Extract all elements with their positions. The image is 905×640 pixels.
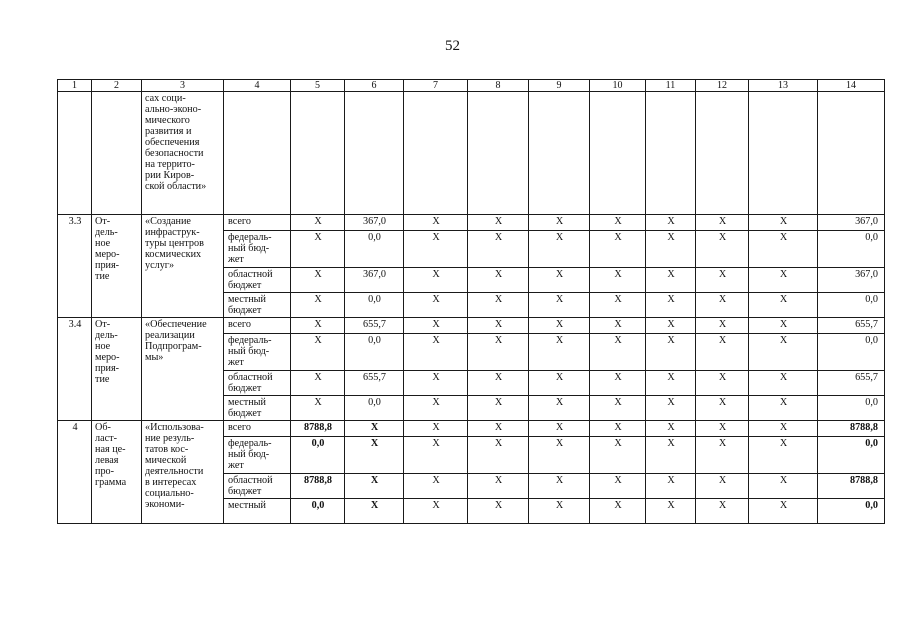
- cell-value: X: [590, 268, 646, 293]
- cell-value: X: [590, 334, 646, 371]
- cell-value: X: [749, 371, 818, 396]
- cell-source: местный: [224, 499, 291, 524]
- cell-source: федераль- ный бюд- жет: [224, 334, 291, 371]
- cell-value: X: [529, 421, 590, 437]
- cell-value: X: [404, 215, 468, 231]
- cell-value: X: [696, 437, 749, 474]
- cell-value: X: [468, 268, 529, 293]
- cell-value: X: [696, 334, 749, 371]
- cell-total: 0,0: [818, 334, 885, 371]
- cell-number: 3.3: [58, 215, 92, 318]
- cell-value: X: [749, 437, 818, 474]
- table-body: [58, 80, 885, 524]
- cell-value: X: [646, 437, 696, 474]
- cell-value: X: [468, 231, 529, 268]
- column-number-13: 13: [749, 80, 818, 92]
- cell-value: X: [404, 474, 468, 499]
- cell-status: [92, 92, 142, 215]
- cell-value: 0,0: [345, 396, 404, 421]
- cell-value: X: [646, 396, 696, 421]
- cell-value: X: [291, 371, 345, 396]
- cell-value: X: [404, 371, 468, 396]
- column-number-5: 5: [291, 80, 345, 92]
- cell-empty: [468, 92, 529, 215]
- cell-value: X: [404, 334, 468, 371]
- cell-value: X: [590, 371, 646, 396]
- cell-value: X: [529, 268, 590, 293]
- cell-value: X: [646, 421, 696, 437]
- cell-source: областной бюджет: [224, 268, 291, 293]
- cell-total: 0,0: [818, 499, 885, 524]
- cell-value: X: [646, 334, 696, 371]
- column-number-14: 14: [818, 80, 885, 92]
- cell-empty: [224, 92, 291, 215]
- cell-value: X: [529, 371, 590, 396]
- cell-value: X: [749, 293, 818, 318]
- cell-empty: [529, 92, 590, 215]
- cell-status: От- дель- ное меро- прия- тие: [92, 215, 142, 318]
- cell-total: 655,7: [818, 371, 885, 396]
- cell-value: X: [590, 421, 646, 437]
- cell-value: X: [646, 293, 696, 318]
- cell-value: X: [529, 474, 590, 499]
- cell-value: X: [749, 268, 818, 293]
- cell-name: «Обеспечение реализации Подпрограм- мы»: [142, 318, 224, 421]
- cell-value: X: [696, 268, 749, 293]
- cell-value: X: [696, 318, 749, 334]
- cell-value: X: [696, 215, 749, 231]
- column-number-8: 8: [468, 80, 529, 92]
- cell-value: X: [468, 371, 529, 396]
- cell-value: X: [291, 318, 345, 334]
- cell-value: 8788,8: [291, 421, 345, 437]
- cell-total: 8788,8: [818, 421, 885, 437]
- budget-table: [57, 79, 885, 524]
- column-number-12: 12: [696, 80, 749, 92]
- cell-value: X: [696, 421, 749, 437]
- column-number-1: 1: [58, 80, 92, 92]
- cell-value: X: [404, 231, 468, 268]
- cell-value: 655,7: [345, 371, 404, 396]
- cell-value: X: [529, 318, 590, 334]
- cell-value: X: [590, 293, 646, 318]
- cell-empty: [818, 92, 885, 215]
- cell-total: 0,0: [818, 396, 885, 421]
- cell-value: X: [404, 293, 468, 318]
- continuation-row: [58, 92, 885, 215]
- cell-value: X: [749, 318, 818, 334]
- column-number-3: 3: [142, 80, 224, 92]
- cell-total: 655,7: [818, 318, 885, 334]
- cell-value: X: [590, 231, 646, 268]
- cell-value: X: [529, 334, 590, 371]
- cell-empty: [646, 92, 696, 215]
- cell-total: 367,0: [818, 268, 885, 293]
- cell-value: 0,0: [291, 499, 345, 524]
- cell-source: областной бюджет: [224, 371, 291, 396]
- cell-value: X: [696, 499, 749, 524]
- page-number: 52: [445, 38, 460, 54]
- cell-value: X: [468, 334, 529, 371]
- cell-number: 4: [58, 421, 92, 524]
- cell-name: «Создание инфраструк- туры центров космических услуг»: [142, 215, 224, 318]
- cell-empty: [345, 92, 404, 215]
- cell-value: 655,7: [345, 318, 404, 334]
- cell-total: 8788,8: [818, 474, 885, 499]
- table-row: [58, 318, 885, 334]
- column-number-4: 4: [224, 80, 291, 92]
- cell-value: X: [646, 371, 696, 396]
- column-number-row: [58, 80, 885, 92]
- cell-value: X: [468, 396, 529, 421]
- cell-value: X: [468, 437, 529, 474]
- cell-value: X: [749, 215, 818, 231]
- cell-value: X: [646, 499, 696, 524]
- cell-value: X: [291, 215, 345, 231]
- cell-empty: [590, 92, 646, 215]
- cell-value: X: [696, 293, 749, 318]
- cell-value: X: [646, 215, 696, 231]
- column-number-2: 2: [92, 80, 142, 92]
- cell-total: 0,0: [818, 293, 885, 318]
- cell-value: X: [590, 396, 646, 421]
- cell-value: X: [529, 293, 590, 318]
- table-row: [58, 421, 885, 437]
- cell-value: 0,0: [345, 231, 404, 268]
- cell-value: X: [468, 293, 529, 318]
- cell-value: X: [749, 334, 818, 371]
- cell-value: X: [404, 268, 468, 293]
- cell-value: X: [590, 437, 646, 474]
- cell-value: X: [646, 318, 696, 334]
- cell-value: X: [646, 474, 696, 499]
- cell-number: [58, 92, 92, 215]
- cell-name: «Использова- ние резуль- татов кос- мической деятельности в интересах социально- экономи-: [142, 421, 224, 524]
- cell-empty: [404, 92, 468, 215]
- cell-source: всего: [224, 215, 291, 231]
- cell-empty: [749, 92, 818, 215]
- cell-value: X: [345, 421, 404, 437]
- cell-total: 0,0: [818, 437, 885, 474]
- cell-value: X: [404, 396, 468, 421]
- cell-value: 0,0: [345, 334, 404, 371]
- cell-value: 8788,8: [291, 474, 345, 499]
- column-number-10: 10: [590, 80, 646, 92]
- column-number-7: 7: [404, 80, 468, 92]
- cell-empty: [696, 92, 749, 215]
- cell-value: X: [646, 231, 696, 268]
- cell-value: X: [749, 499, 818, 524]
- cell-value: X: [749, 421, 818, 437]
- cell-total: 0,0: [818, 231, 885, 268]
- cell-value: X: [404, 499, 468, 524]
- cell-value: 0,0: [291, 437, 345, 474]
- cell-source: местный бюджет: [224, 396, 291, 421]
- cell-value: X: [345, 499, 404, 524]
- cell-value: 367,0: [345, 268, 404, 293]
- cell-value: X: [291, 396, 345, 421]
- cell-value: X: [590, 474, 646, 499]
- cell-value: X: [468, 499, 529, 524]
- cell-value: X: [404, 437, 468, 474]
- cell-value: X: [590, 215, 646, 231]
- cell-value: X: [529, 396, 590, 421]
- cell-value: X: [696, 371, 749, 396]
- cell-source: всего: [224, 318, 291, 334]
- cell-source: областной бюджет: [224, 474, 291, 499]
- column-number-11: 11: [646, 80, 696, 92]
- cell-value: X: [529, 437, 590, 474]
- cell-value: X: [345, 437, 404, 474]
- cell-source: местный бюджет: [224, 293, 291, 318]
- cell-status: Об- ласт- ная це- левая про- грамма: [92, 421, 142, 524]
- cell-value: X: [529, 231, 590, 268]
- cell-value: X: [404, 318, 468, 334]
- table-row: [58, 215, 885, 231]
- column-number-6: 6: [345, 80, 404, 92]
- cell-status: От- дель- ное меро- прия- тие: [92, 318, 142, 421]
- cell-value: X: [646, 268, 696, 293]
- cell-empty: [291, 92, 345, 215]
- cell-value: X: [590, 318, 646, 334]
- column-number-9: 9: [529, 80, 590, 92]
- cell-value: X: [291, 231, 345, 268]
- cell-value: X: [529, 215, 590, 231]
- cell-value: 367,0: [345, 215, 404, 231]
- cell-value: X: [749, 231, 818, 268]
- cell-value: X: [696, 396, 749, 421]
- cell-name: сах соци- ально-эконо- мического развития и обеспечения безопасности на террито- рии Киров- ской области»: [142, 92, 224, 215]
- cell-total: 367,0: [818, 215, 885, 231]
- cell-value: X: [468, 318, 529, 334]
- cell-value: X: [468, 421, 529, 437]
- cell-value: X: [529, 499, 590, 524]
- cell-value: X: [291, 293, 345, 318]
- cell-value: X: [291, 334, 345, 371]
- cell-value: X: [749, 474, 818, 499]
- cell-value: 0,0: [345, 293, 404, 318]
- cell-value: X: [404, 421, 468, 437]
- cell-value: X: [468, 215, 529, 231]
- cell-value: X: [345, 474, 404, 499]
- cell-value: X: [696, 231, 749, 268]
- cell-value: X: [749, 396, 818, 421]
- cell-source: федераль- ный бюд- жет: [224, 231, 291, 268]
- cell-value: X: [468, 474, 529, 499]
- cell-value: X: [696, 474, 749, 499]
- cell-source: федераль- ный бюд- жет: [224, 437, 291, 474]
- cell-value: X: [291, 268, 345, 293]
- cell-source: всего: [224, 421, 291, 437]
- cell-number: 3.4: [58, 318, 92, 421]
- cell-value: X: [590, 499, 646, 524]
